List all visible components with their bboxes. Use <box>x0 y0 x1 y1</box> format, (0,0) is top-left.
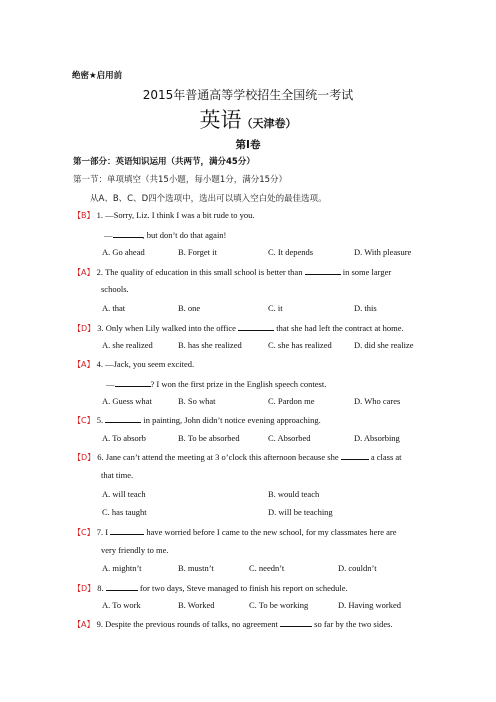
question-6-continued: that time. <box>101 470 134 480</box>
answer-blank <box>106 582 138 591</box>
question-text-end: for two days, Steve managed to finish his report on schedule. <box>139 583 348 593</box>
option-a: A. To absorb <box>102 433 146 443</box>
part-heading: 第一部分：英语知识运用（共两节，满分45分） <box>73 157 255 167</box>
volume-heading: 第Ⅰ卷 <box>235 139 261 151</box>
option-c: C. it <box>268 303 283 313</box>
question-text: 9. Despite the previous rounds of talks, no agreement <box>96 619 278 629</box>
option-a: A. To work <box>102 600 141 610</box>
option-c: C. she has realized <box>268 340 332 350</box>
answer-key: 【C】 <box>73 416 95 425</box>
question-7 <box>73 526 396 538</box>
question-text-end: a class at <box>370 452 402 462</box>
question-text: 5. <box>96 415 104 425</box>
option-b: B. has she realized <box>178 340 242 350</box>
question-2 <box>73 266 391 278</box>
answer-key: 【A】 <box>73 360 95 369</box>
subject-region: （天津卷） <box>241 117 297 130</box>
answer-key: 【B】 <box>73 211 95 220</box>
instructions: 从A、B、C、D四个选项中，选出可以填入空白处的最佳选项。 <box>90 194 327 204</box>
option-d: D. Absorbing <box>354 433 400 443</box>
answer-key: 【D】 <box>73 584 96 593</box>
question-text: 7. I <box>96 527 109 537</box>
answer-key: 【A】 <box>73 620 95 629</box>
question-4 <box>73 359 194 370</box>
option-b: B. mustn’t <box>178 563 214 573</box>
question-5 <box>73 414 321 426</box>
answer-key: 【D】 <box>73 453 96 462</box>
question-text: 4. —Jack, you seem excited. <box>96 359 195 369</box>
question-text: 3. Only when Lily walked into the office <box>97 323 236 333</box>
option-a: A. Guess what <box>102 396 152 406</box>
option-c: C. needn’t <box>249 563 285 573</box>
question-text-end: have worried before I came to the new school, for my classmates here are <box>146 527 397 537</box>
question-text: 1. —Sorry, Liz. I think I was a bit rude to you. <box>96 210 255 220</box>
option-a: A. will teach <box>102 489 146 499</box>
option-a: A. that <box>102 303 126 313</box>
answer-key: 【A】 <box>73 268 95 277</box>
question-7-continued: very friendly to me. <box>101 545 169 555</box>
answer-key: 【C】 <box>73 528 95 537</box>
option-b: B. So what <box>178 396 216 406</box>
question-text-end: in some larger <box>342 267 392 277</box>
question-1-reply <box>104 229 226 240</box>
question-9 <box>73 618 393 630</box>
dash: — <box>104 230 113 240</box>
answer-blank <box>280 618 312 627</box>
option-d: D. did she realize <box>354 340 414 350</box>
answer-blank <box>110 526 144 535</box>
section-heading: 第一节：单项填空（共15小题，每小题1分，满分15分） <box>73 175 288 185</box>
answer-blank <box>305 266 341 275</box>
option-a: A. mightn’t <box>102 563 142 573</box>
option-d: D. will be teaching <box>268 507 333 517</box>
question-6 <box>73 451 402 463</box>
question-text: 6. Jane can’t attend the meeting at 3 o’clock this afternoon because she <box>97 452 339 462</box>
answer-blank <box>238 322 274 331</box>
option-c: C. It depends <box>268 247 314 257</box>
question-2-continued: schools. <box>101 284 129 294</box>
option-d: D. this <box>354 303 377 313</box>
question-1 <box>73 210 254 221</box>
answer-blank <box>341 451 369 460</box>
option-a: A. Go ahead <box>102 247 145 257</box>
subject-title <box>0 104 496 134</box>
question-text: 2. The quality of education in this small school is better than <box>96 267 303 277</box>
option-c: C. Absorbed <box>268 433 311 443</box>
option-b: B. Worked <box>178 600 215 610</box>
dash: — <box>106 379 115 389</box>
option-c: C. has taught <box>102 507 147 517</box>
option-a: A. she realized <box>102 340 153 350</box>
reply-text: ? I won the first prize in the English speech contest. <box>150 379 327 389</box>
question-text-end: that she had left the contract at home. <box>276 323 404 333</box>
question-3 <box>73 322 404 334</box>
question-text-end: so far by the two sides. <box>314 619 393 629</box>
answer-blank <box>115 378 151 387</box>
question-8 <box>73 582 348 594</box>
option-b: B. would teach <box>268 489 320 499</box>
option-b: B. one <box>178 303 201 313</box>
answer-blank <box>105 414 141 423</box>
answer-blank <box>113 229 143 238</box>
question-4-reply <box>106 378 326 389</box>
option-c: C. Pardon me <box>268 396 315 406</box>
option-b: B. Forget it <box>178 247 217 257</box>
question-text-end: in painting, John didn’t notice evening approaching. <box>143 415 321 425</box>
confidential-label: 绝密★启用前 <box>72 71 123 81</box>
answer-key: 【D】 <box>73 324 96 333</box>
option-b: B. To be absorbed <box>178 433 240 443</box>
exam-title: 2015年普通高等学校招生全国统一考试 <box>142 88 354 102</box>
reply-text: , but don’t do that again! <box>142 230 227 240</box>
question-text: 8. <box>97 583 104 593</box>
option-d: D. Who cares <box>354 396 401 406</box>
option-d: D. Having worked <box>338 600 402 610</box>
option-d: D. With pleasure <box>354 247 412 257</box>
option-c: C. To be working <box>249 600 309 610</box>
option-d: D. couldn’t <box>338 563 377 573</box>
subject-name: 英语 <box>199 108 242 132</box>
